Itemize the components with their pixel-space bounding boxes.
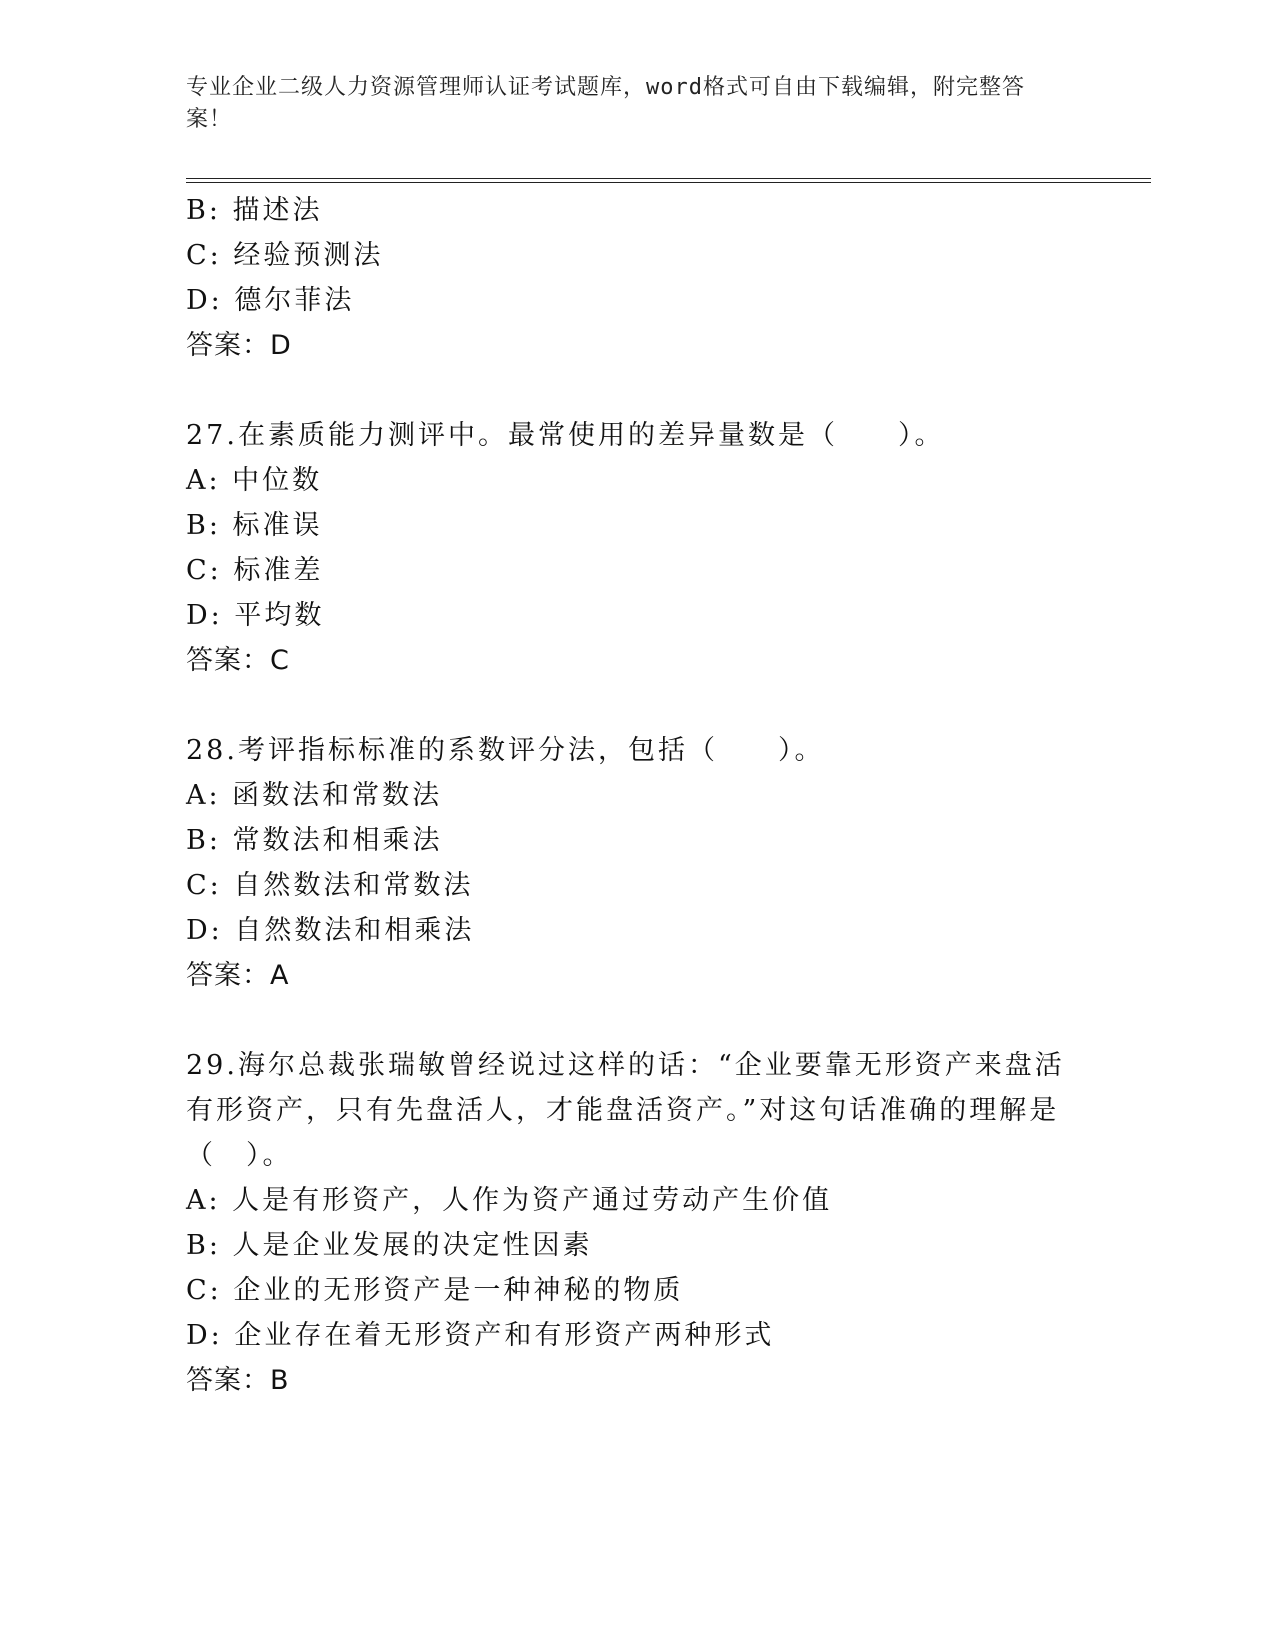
question-27 (186, 413, 1086, 683)
answer-line: 答案：A (186, 960, 290, 991)
option-d: D: 自然数法和相乘法 (186, 915, 475, 946)
answer-line: 答案：B (186, 1365, 290, 1396)
option-d: D: 企业存在着无形资产和有形资产两种形式 (186, 1320, 775, 1351)
page-header: 专业企业二级人力资源管理师认证考试题库，word格式可自由下载编辑，附完整答案！ (186, 75, 1025, 132)
option-c: C: 企业的无形资产是一种神秘的物质 (186, 1275, 684, 1306)
question-content (186, 188, 1086, 1403)
answer-line: 答案：C (186, 645, 290, 676)
option-b: B: 人是企业发展的决定性因素 (186, 1230, 593, 1261)
question-28 (186, 728, 1086, 998)
option-d: D: 平均数 (186, 600, 325, 631)
answer-line: 答案：D (186, 330, 292, 361)
option-c: C: 经验预测法 (186, 240, 384, 271)
question-text: 28.考评指标标准的系数评分法，包括（ ）。 (186, 735, 825, 766)
option-c: C: 自然数法和常数法 (186, 870, 474, 901)
option-c: C: 标准差 (186, 555, 324, 586)
option-a: A: 函数法和常数法 (186, 780, 443, 811)
header-rule-bottom (186, 182, 1151, 183)
option-b: B: 常数法和相乘法 (186, 825, 443, 856)
option-d: D: 德尔菲法 (186, 285, 355, 316)
option-a: A: 中位数 (186, 465, 323, 496)
question-text: 27.在素质能力测评中。最常使用的差异量数是（ ）。 (186, 420, 945, 451)
option-b: B: 标准误 (186, 510, 323, 541)
question-text: 29.海尔总裁张瑞敏曾经说过这样的话：“企业要靠无形资产来盘活有形资产，只有先盘活人，才能盘活资产。”对这句话准确的理解是（ ）。 (186, 1050, 1065, 1171)
option-b: B: 描述法 (186, 195, 323, 226)
question-26-continued (186, 188, 1086, 368)
option-a: A: 人是有形资产，人作为资产通过劳动产生价值 (186, 1185, 833, 1216)
question-29 (186, 1043, 1086, 1403)
header-rule-top (186, 178, 1151, 179)
